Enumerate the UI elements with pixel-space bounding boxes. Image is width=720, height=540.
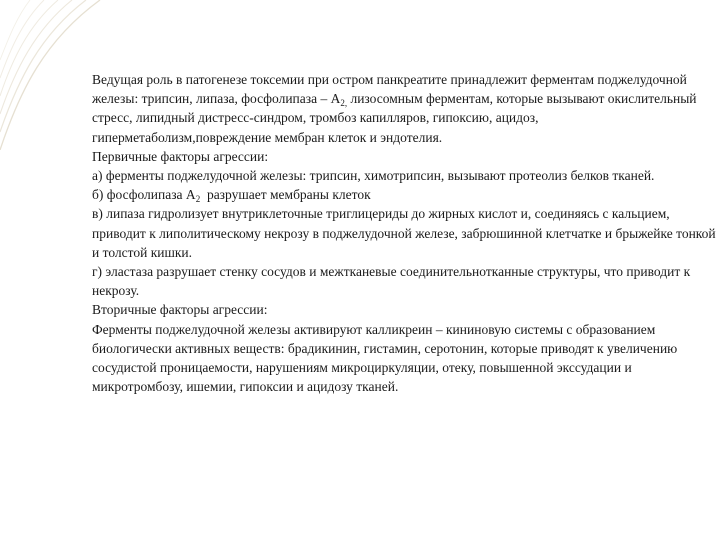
paragraph-secondary: Ферменты поджелудочной железы активируют калликреин – кининовую системы с образованием биологически активных веществ: брадикинин, гистамин, серотонин, которые приводят к увеличению сосудистой проницаемости, нарушениям микроциркуляции, отеку, повышенной экссудации и микротромбозу, ишемии, гипоксии и ацидозу тканей. (92, 321, 678, 395)
item-d: г) эластаза разрушает стенку сосудов и межтканевые соединительнотканные структуры, что приводит к некрозу. (92, 264, 691, 299)
heading-primary-factors: Первичные факторы агрессии: (92, 148, 269, 164)
intro-subscript: 2, (340, 98, 348, 109)
item-b-text-start: б) фосфолипаза А (92, 187, 196, 203)
item-c: в) липаза гидролизует внутриклеточные триглицериды до жирных кислот и, соединяясь с кальцием, приводит к липолитическому некрозу в поджелудочной железе, забрюшинной клетчатке и брыжейке тонкой и толстой кишки. (92, 206, 716, 260)
item-b-text-end: разрушает мембраны клеток (200, 187, 371, 203)
item-a: а) ферменты поджелудочной железы: трипсин, химотрипсин, вызывают протеолиз белков тканей. (92, 168, 655, 184)
item-b-subscript: 2 (195, 194, 201, 205)
intro-text-end: лизосомным ферментам, которые вызывают окислительный стресс, липидный дистресс-синдром, тромбоз капилляров, гипоксию, ацидоз, гиперметаболизм,повреждение мембран клеток и эндотелия. (92, 91, 697, 145)
text-body (92, 70, 718, 396)
paragraph-intro (92, 70, 718, 147)
intro-text-start: Ведущая роль в патогенезе токсемии при остром панкреатите принадлежит ферментам поджелудочной железы: трипсин, липаза, фосфолипаза – А (92, 72, 687, 107)
item-b (92, 185, 718, 204)
heading-secondary-factors: Вторичные факторы агрессии: (92, 302, 268, 318)
